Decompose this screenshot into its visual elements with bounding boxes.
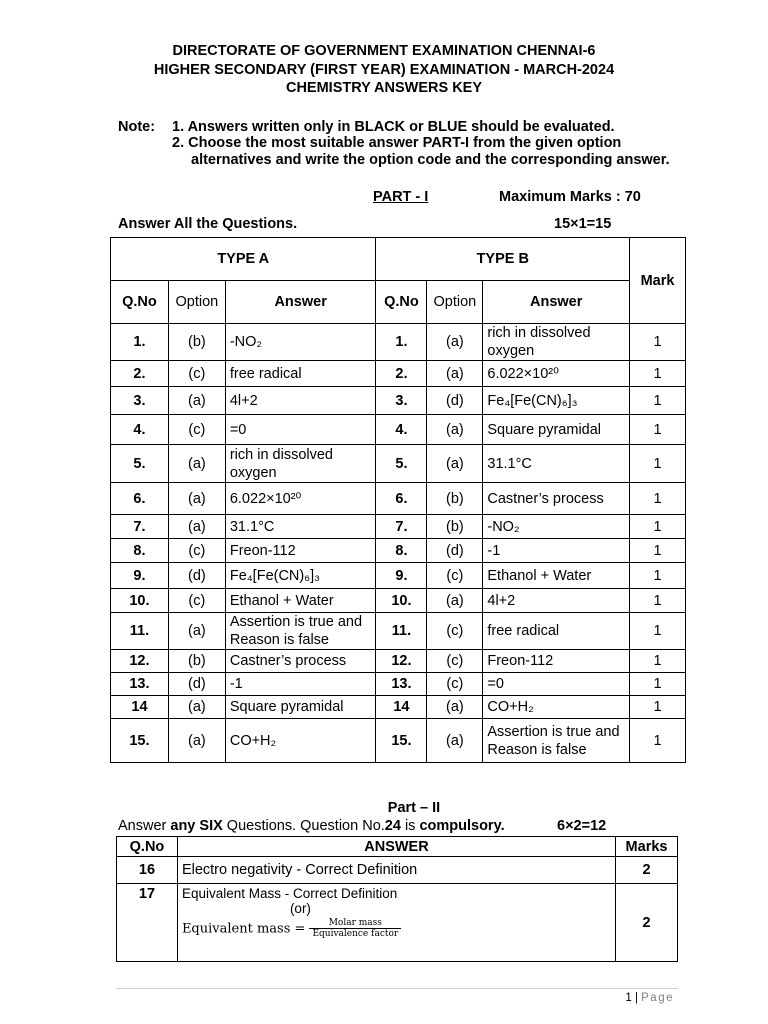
- part2-instr-any-six: any SIX: [170, 818, 223, 834]
- option-b: (d): [427, 539, 483, 563]
- part1-title: PART - I: [373, 189, 429, 205]
- mark: 1: [630, 515, 686, 539]
- header-line-1: DIRECTORATE OF GOVERNMENT EXAMINATION CHENNAI-6: [172, 43, 596, 59]
- header-line-3: CHEMISTRY ANSWERS KEY: [285, 80, 483, 96]
- option-a: (c): [168, 415, 225, 445]
- answer-b: =0: [483, 673, 630, 696]
- option-a: (a): [168, 719, 225, 763]
- option-b: (c): [427, 673, 483, 696]
- q-number-b: 12.: [376, 650, 427, 673]
- q17-formula-lhs: Equivalent mass =: [181, 921, 306, 937]
- q-number-a: 11.: [111, 613, 169, 650]
- answer-a: Assertion is true and Reason is false: [225, 613, 376, 650]
- answer-b: -1: [483, 539, 630, 563]
- q16-marks: 2: [616, 857, 678, 884]
- option-a: (d): [168, 563, 225, 589]
- q-number-b: 10.: [376, 589, 427, 613]
- option-a: (b): [168, 650, 225, 673]
- part2-scheme: 6×2=12: [557, 818, 607, 834]
- mark: 1: [630, 719, 686, 763]
- col-option-a: Option: [168, 281, 225, 324]
- q-number-b: 7.: [376, 515, 427, 539]
- q17-answer: Equivalent Mass - Correct Definition: [181, 886, 398, 901]
- mark: 1: [630, 613, 686, 650]
- q-number-b: 13.: [376, 673, 427, 696]
- option-a: (d): [168, 673, 225, 696]
- answer-a: Ethanol + Water: [225, 589, 376, 613]
- table-row: [111, 589, 686, 613]
- q-number-a: 1.: [111, 324, 169, 361]
- q17-answer-cell: [177, 884, 615, 962]
- q-number-b: 6.: [376, 483, 427, 515]
- part2-instr-mid: Questions. Question No.: [222, 818, 385, 834]
- part2-col-marks: Marks: [616, 837, 678, 857]
- answer-b: CO+H₂: [483, 696, 630, 719]
- mark: 1: [630, 563, 686, 589]
- table-row: [111, 696, 686, 719]
- q-number-a: 12.: [111, 650, 169, 673]
- answer-b: 4l+2: [483, 589, 630, 613]
- mark: 1: [630, 445, 686, 483]
- q-number-a: 5.: [111, 445, 169, 483]
- q-number-a: 3.: [111, 387, 169, 415]
- q17-fraction-denominator: Equivalence factor: [312, 929, 399, 939]
- option-a: (a): [168, 445, 225, 483]
- option-a: (c): [168, 361, 225, 387]
- mark: 1: [630, 650, 686, 673]
- answer-a: -NO₂: [225, 324, 376, 361]
- answer-a: free radical: [225, 361, 376, 387]
- page-separator: |: [631, 992, 642, 1004]
- q-number-b: 4.: [376, 415, 427, 445]
- answer-b: Fe₄[Fe(CN)₆]₃: [483, 387, 630, 415]
- mark: 1: [630, 539, 686, 563]
- table-row: [111, 361, 686, 387]
- option-a: (c): [168, 539, 225, 563]
- q-number-a: 10.: [111, 589, 169, 613]
- q-number-b: 5.: [376, 445, 427, 483]
- table-row: [111, 613, 686, 650]
- option-b: (a): [427, 589, 483, 613]
- q-number-a: 14: [111, 696, 169, 719]
- part2-answer-table: [116, 836, 678, 962]
- option-b: (c): [427, 563, 483, 589]
- answer-a: CO+H₂: [225, 719, 376, 763]
- q17-fraction-numerator: Molar mass: [309, 918, 401, 929]
- table-row: [111, 539, 686, 563]
- part2-col-answer: ANSWER: [177, 837, 615, 857]
- table-row: [111, 673, 686, 696]
- mark: 1: [630, 673, 686, 696]
- answer-b: Freon-112: [483, 650, 630, 673]
- answer-b: rich in dissolved oxygen: [483, 324, 630, 361]
- answer-b: Assertion is true and Reason is false: [483, 719, 630, 763]
- answer-a: Castner’s process: [225, 650, 376, 673]
- footer-divider: [116, 988, 678, 989]
- option-b: (d): [427, 387, 483, 415]
- part2-instr-compulsory: compulsory.: [419, 818, 505, 834]
- q-number-a: 9.: [111, 563, 169, 589]
- q16-number: 16: [117, 857, 178, 884]
- part2-instr-is: is: [400, 818, 420, 834]
- answer-b: 6.022×10²⁰: [483, 361, 630, 387]
- option-b: (c): [427, 650, 483, 673]
- q-number-b: 15.: [376, 719, 427, 763]
- option-b: (a): [427, 361, 483, 387]
- option-a: (a): [168, 483, 225, 515]
- answer-b: -NO₂: [483, 515, 630, 539]
- table-row: [111, 324, 686, 361]
- page-number: 1: [625, 992, 632, 1004]
- q-number-b: 1.: [376, 324, 427, 361]
- q-number-a: 6.: [111, 483, 169, 515]
- answer-b: free radical: [483, 613, 630, 650]
- part1-scheme: 15×1=15: [554, 216, 612, 232]
- q-number-a: 2.: [111, 361, 169, 387]
- answer-a: Freon-112: [225, 539, 376, 563]
- mark: 1: [630, 589, 686, 613]
- table-row: [111, 387, 686, 415]
- q17-number: 17: [117, 884, 178, 962]
- q-number-b: 8.: [376, 539, 427, 563]
- part1-answer-table: [110, 237, 686, 763]
- table-row: [117, 884, 678, 962]
- answer-a: 6.022×10²⁰: [225, 483, 376, 515]
- note-item-1: 1. Answers written only in BLACK or BLUE should be evaluated.: [172, 119, 615, 135]
- col-option-b: Option: [427, 281, 483, 324]
- option-a: (a): [168, 613, 225, 650]
- answer-b: 31.1°C: [483, 445, 630, 483]
- answer-a: Square pyramidal: [225, 696, 376, 719]
- q-number-b: 11.: [376, 613, 427, 650]
- q-number-a: 15.: [111, 719, 169, 763]
- q-number-a: 13.: [111, 673, 169, 696]
- type-a-header: TYPE A: [111, 238, 376, 281]
- part1-max-marks: Maximum Marks : 70: [499, 189, 641, 205]
- answer-a: Fe₄[Fe(CN)₆]₃: [225, 563, 376, 589]
- q17-formula: [182, 918, 611, 939]
- type-b-header: TYPE B: [376, 238, 630, 281]
- note-label: Note:: [118, 119, 156, 135]
- mark: 1: [630, 387, 686, 415]
- part2-instr-qno: 24: [384, 818, 401, 834]
- option-a: (a): [168, 696, 225, 719]
- table-row: [111, 650, 686, 673]
- mark: 1: [630, 361, 686, 387]
- answer-a: rich in dissolved oxygen: [225, 445, 376, 483]
- option-b: (a): [427, 696, 483, 719]
- note-item-2-continued: alternatives and write the option code and the corresponding answer.: [191, 152, 670, 168]
- q-number-b: 9.: [376, 563, 427, 589]
- col-qno-b: Q.No: [376, 281, 427, 324]
- answer-a: 31.1°C: [225, 515, 376, 539]
- option-a: (a): [168, 387, 225, 415]
- page-word: Page: [641, 992, 674, 1004]
- table-row: [111, 483, 686, 515]
- part2-title: Part – II: [387, 800, 441, 816]
- part1-instruction: Answer All the Questions.: [118, 216, 298, 232]
- part2-instruction: [118, 818, 505, 834]
- option-a: (b): [168, 324, 225, 361]
- mark: 1: [630, 415, 686, 445]
- option-a: (c): [168, 589, 225, 613]
- q-number-a: 7.: [111, 515, 169, 539]
- table-row: [111, 563, 686, 589]
- col-answer-a: Answer: [225, 281, 376, 324]
- option-a: (a): [168, 515, 225, 539]
- answer-b: Ethanol + Water: [483, 563, 630, 589]
- mark: 1: [630, 483, 686, 515]
- table-row: [111, 719, 686, 763]
- q-number-a: 4.: [111, 415, 169, 445]
- col-qno-a: Q.No: [111, 281, 169, 324]
- header-line-2: HIGHER SECONDARY (FIRST YEAR) EXAMINATION - MARCH-2024: [153, 62, 615, 78]
- part2-col-qno: Q.No: [117, 837, 178, 857]
- note-item-2: 2. Choose the most suitable answer PART-I from the given option: [172, 135, 622, 151]
- mark: 1: [630, 324, 686, 361]
- q17-or: (or): [289, 901, 311, 916]
- table-row: [111, 445, 686, 483]
- part1-rows: [111, 324, 686, 763]
- q-number-b: 3.: [376, 387, 427, 415]
- q16-answer: Electro negativity - Correct Definition: [177, 857, 615, 884]
- answer-b: Castner’s process: [483, 483, 630, 515]
- q-number-a: 8.: [111, 539, 169, 563]
- col-answer-b: Answer: [483, 281, 630, 324]
- option-b: (b): [427, 483, 483, 515]
- option-b: (c): [427, 613, 483, 650]
- q17-marks: 2: [616, 884, 678, 962]
- answer-a: -1: [225, 673, 376, 696]
- option-b: (a): [427, 324, 483, 361]
- q-number-b: 14: [376, 696, 427, 719]
- answer-a: 4l+2: [225, 387, 376, 415]
- table-row: [111, 515, 686, 539]
- answer-a: =0: [225, 415, 376, 445]
- option-b: (a): [427, 719, 483, 763]
- option-b: (a): [427, 445, 483, 483]
- option-b: (b): [427, 515, 483, 539]
- mark: 1: [630, 696, 686, 719]
- q-number-b: 2.: [376, 361, 427, 387]
- part2-instr-pre: Answer: [118, 818, 171, 834]
- page-footer: [625, 992, 674, 1004]
- table-row: [111, 415, 686, 445]
- answer-b: Square pyramidal: [483, 415, 630, 445]
- table-row: [117, 857, 678, 884]
- option-b: (a): [427, 415, 483, 445]
- q17-fraction: [309, 918, 401, 939]
- mark-header: Mark: [630, 238, 686, 324]
